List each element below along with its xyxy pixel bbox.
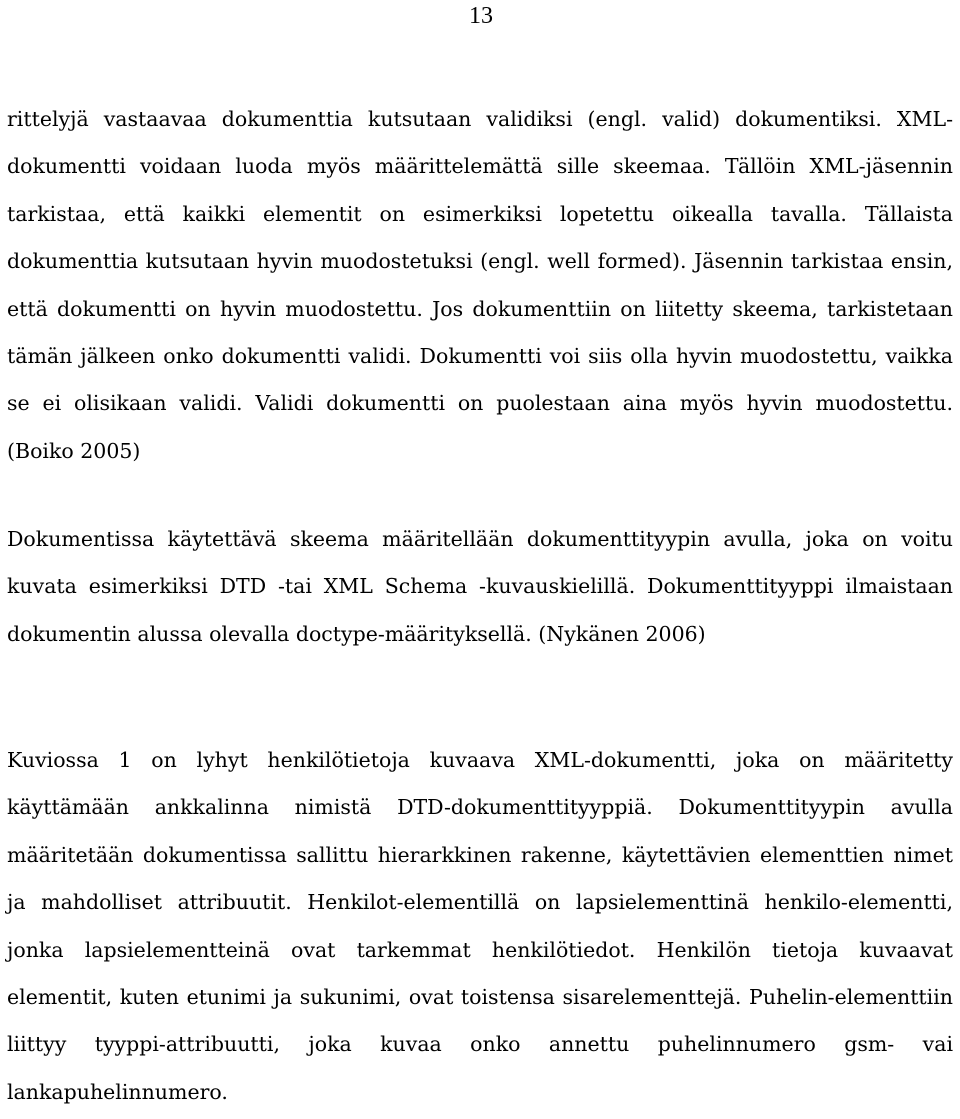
paragraph-figure-description: Kuviossa 1 on lyhyt henkilötietoja kuvaava XML-dokumentti, joka on määritetty käyttämään ankkalinna nimistä DTD-dokumenttityyppiä. Dokumenttityypin avulla määritetään dokumentissa sallittu hierarkkinen rakenne, käytettävien elementtien nimet ja mahdolliset attribuutit. Henkilot-elementillä on lapsielementtinä henkilo-elementti, jonka lapsielementteinä ovat tarkemmat henkilötiedot. Henkilön tietoja kuvaavat elementit, kuten etunimi ja sukunimi, ovat toistensa sisarelementtejä. Puhelin-elementtiin liittyy tyyppi-attribuutti, joka kuvaa onko annettu puhelinnumero gsm- vai lankapuhelinnumero. xyxy=(7,748,953,1104)
page-number: 13 xyxy=(469,3,493,29)
paragraph-validity: rittelyjä vastaavaa dokumenttia kutsutaan validiksi (engl. valid) dokumentiksi. XML-dokumentti voidaan luoda myös määrittelemättä sille skeemaa. Tällöin XML-jäsennin tarkistaa, että kaikki elementit on esimerkiksi lopetettu oikealla tavalla. Tällaista dokumenttia kutsutaan hyvin muodostetuksi (engl. well formed). Jäsennin tarkistaa ensin, että dokumentti on hyvin muodostettu. Jos dokumenttiin on liitetty skeema, tarkistetaan tämän jälkeen onko dokumentti validi. Dokumentti voi siis olla hyvin muodostettu, vaikka se ei olisikaan validi. Validi dokumentti on puolestaan aina myös hyvin muodostettu. (Boiko 2005) xyxy=(7,107,953,463)
paragraph-schema: Dokumentissa käytettävä skeema määritellään dokumenttityypin avulla, joka on voitu kuvata esimerkiksi DTD -tai XML Schema -kuvauskielillä. Dokumenttityyppi ilmaistaan dokumentin alussa olevalla doctype-määrityksellä. (Nykänen 2006) xyxy=(7,527,953,646)
